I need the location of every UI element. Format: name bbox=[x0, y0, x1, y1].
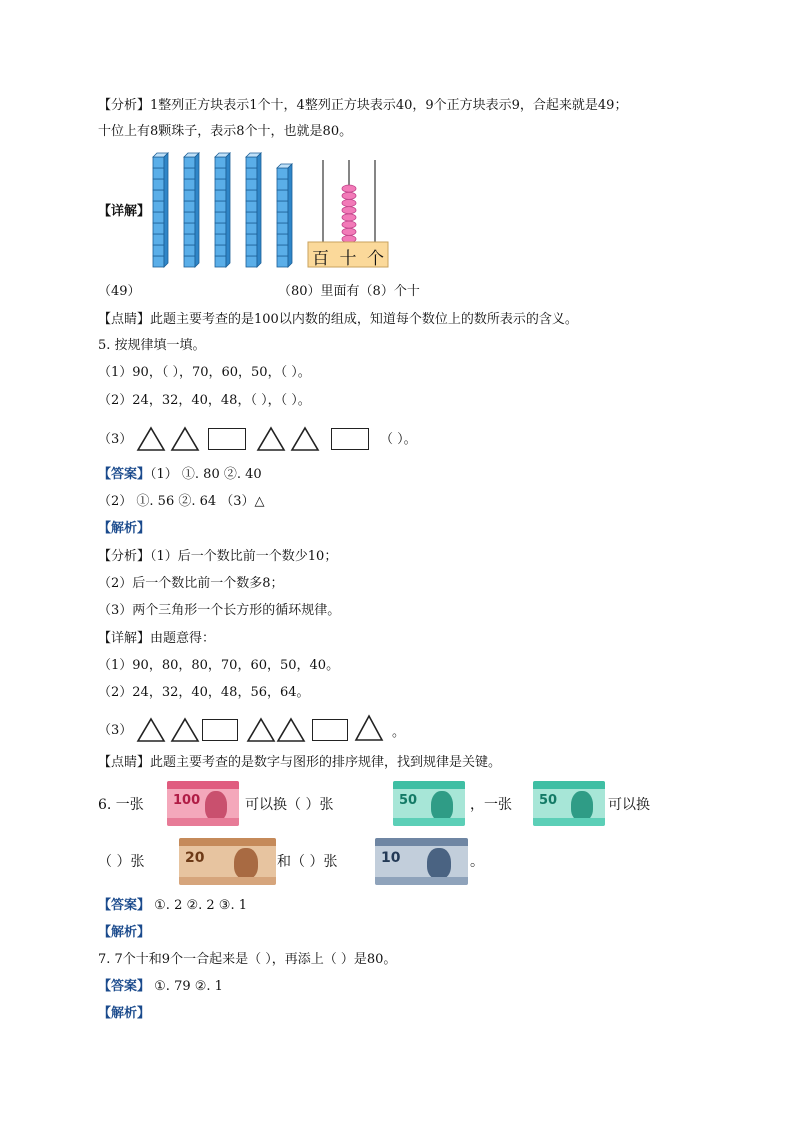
abacus-bead bbox=[342, 214, 356, 221]
q5-answer-line1: （1） ①. 80 ②. 40 bbox=[150, 467, 262, 482]
q7-answer-label: 【答案】 bbox=[98, 979, 151, 994]
banknote-20 bbox=[179, 838, 276, 885]
unit-cube bbox=[184, 234, 195, 245]
banknote-50 bbox=[393, 781, 465, 826]
unit-cube bbox=[246, 179, 257, 190]
cube-columns-figure bbox=[150, 152, 300, 270]
unit-cube bbox=[215, 223, 226, 234]
q6-answer: ①. 2 ②. 2 ③. 1 bbox=[150, 898, 247, 913]
q7-title: 7. 7个十和9个一合起来是（ ），再添上（ ）是80。 bbox=[98, 952, 397, 967]
unit-cube bbox=[277, 190, 288, 201]
abacus-bead bbox=[342, 199, 356, 206]
caption-right: （80）里面有（8）个十 bbox=[278, 284, 420, 299]
q6-text-a: 6. 一张 bbox=[98, 797, 144, 813]
unit-cube bbox=[153, 190, 164, 201]
unit-cube bbox=[153, 157, 164, 168]
unit-cube bbox=[153, 234, 164, 245]
unit-cube bbox=[246, 234, 257, 245]
triangle-shape bbox=[354, 714, 384, 742]
rectangle-shape bbox=[208, 428, 246, 450]
q7-jiexi-label: 【解析】 bbox=[98, 1006, 151, 1021]
unit-cube bbox=[153, 212, 164, 223]
unit-cube bbox=[215, 157, 226, 168]
unit-cube bbox=[215, 234, 226, 245]
unit-cube bbox=[153, 201, 164, 212]
unit-cube bbox=[184, 256, 195, 267]
unit-cube bbox=[246, 168, 257, 179]
banknote-50 bbox=[533, 781, 605, 826]
q7-answer: ①. 79 ②. 1 bbox=[150, 979, 223, 994]
triangle-shape bbox=[256, 426, 286, 452]
analysis-line-1: 【分析】1整列正方块表示1个十，4整列正方块表示40，9个正方块表示9，合起来就是49； bbox=[98, 98, 628, 113]
abacus-bead bbox=[342, 228, 356, 235]
unit-cube bbox=[246, 190, 257, 201]
abacus-bead bbox=[342, 192, 356, 199]
label-ones: 个 bbox=[367, 249, 384, 269]
banknote-20-value: 20 bbox=[185, 850, 205, 866]
unit-cube bbox=[246, 212, 257, 223]
q5-answer-label: 【答案】 bbox=[98, 467, 151, 482]
unit-cube bbox=[215, 179, 226, 190]
triangle-shape bbox=[136, 717, 166, 743]
unit-cube bbox=[184, 168, 195, 179]
unit-cube bbox=[184, 223, 195, 234]
q6-text-c: ，一张 bbox=[470, 797, 512, 813]
unit-cube bbox=[215, 212, 226, 223]
unit-cube bbox=[153, 168, 164, 179]
q6-text-g: 。 bbox=[470, 854, 484, 870]
unit-cube bbox=[184, 179, 195, 190]
unit-cube bbox=[153, 223, 164, 234]
banknote-10-value: 10 bbox=[381, 850, 401, 866]
cube-column-side bbox=[226, 153, 230, 267]
unit-cube bbox=[277, 212, 288, 223]
unit-cube bbox=[215, 190, 226, 201]
comment-1: 【点睛】此题主要考查的是100以内数的组成，知道每个数位上的数所表示的含义。 bbox=[98, 312, 578, 327]
unit-cube bbox=[153, 256, 164, 267]
caption-left: （49） bbox=[98, 284, 141, 299]
unit-cube bbox=[277, 223, 288, 234]
q5-part2: （2）24，32，40，48，（ ），（ ）。 bbox=[98, 393, 311, 408]
banknote-50-value: 50 bbox=[539, 793, 558, 808]
cube-column-side bbox=[164, 153, 168, 267]
unit-cube bbox=[246, 201, 257, 212]
unit-cube bbox=[277, 234, 288, 245]
triangle-shape bbox=[290, 426, 320, 452]
q5-title: 5. 按规律填一填。 bbox=[98, 338, 206, 353]
unit-cube bbox=[184, 245, 195, 256]
q6-jiexi-label: 【解析】 bbox=[98, 925, 151, 940]
triangle-shape bbox=[170, 717, 200, 743]
q6-text-f: 和（ ）张 bbox=[277, 854, 338, 870]
unit-cube bbox=[153, 245, 164, 256]
triangle-shape bbox=[136, 426, 166, 452]
abacus-bead bbox=[342, 185, 356, 192]
q5-answer-line2: （2） ①. 56 ②. 64 （3）△ bbox=[98, 494, 265, 509]
cube-column-side bbox=[195, 153, 199, 267]
q5-analysis-2: （2）后一个数比前一个数多8； bbox=[98, 576, 284, 591]
unit-cube bbox=[215, 245, 226, 256]
q5-detail-3-end: 。 bbox=[392, 725, 406, 740]
rectangle-shape bbox=[202, 719, 238, 741]
banknote-10 bbox=[375, 838, 468, 885]
unit-cube bbox=[184, 201, 195, 212]
q5-part3-label: （3） bbox=[98, 432, 133, 447]
q5-detail-3-label: （3） bbox=[98, 723, 133, 738]
rectangle-shape bbox=[312, 719, 348, 741]
rectangle-shape bbox=[331, 428, 369, 450]
abacus-bead bbox=[342, 221, 356, 228]
q5-analysis-1: 【分析】（1）后一个数比前一个数少10； bbox=[98, 549, 338, 564]
q5-jiexi-label: 【解析】 bbox=[98, 521, 151, 536]
unit-cube bbox=[277, 201, 288, 212]
q5-detail-1: （1）90，80，80，70，60，50，40。 bbox=[98, 658, 340, 673]
q5-detail-2: （2）24，32，40，48，56，64。 bbox=[98, 685, 310, 700]
q5-part3-blank: （ ）。 bbox=[380, 432, 417, 447]
q6-text-e: （ ）张 bbox=[98, 854, 145, 870]
detail-label: 【详解】 bbox=[98, 204, 151, 219]
unit-cube bbox=[184, 157, 195, 168]
unit-cube bbox=[277, 168, 288, 179]
banknote-100 bbox=[167, 781, 239, 826]
cube-column-side bbox=[288, 164, 292, 267]
q5-detail-0: 【详解】由题意得： bbox=[98, 631, 216, 646]
triangle-shape bbox=[246, 717, 276, 743]
unit-cube bbox=[184, 212, 195, 223]
triangle-shape bbox=[276, 717, 306, 743]
q5-part1: （1）90，（ ），70，60，50，（ ）。 bbox=[98, 365, 311, 380]
label-hundreds: 百 bbox=[312, 249, 329, 269]
unit-cube bbox=[215, 201, 226, 212]
abacus-bead bbox=[342, 207, 356, 214]
label-tens: 十 bbox=[339, 249, 357, 269]
unit-cube bbox=[215, 168, 226, 179]
unit-cube bbox=[184, 190, 195, 201]
unit-cube bbox=[246, 157, 257, 168]
q6-text-b: 可以换（ ）张 bbox=[245, 797, 334, 813]
unit-cube bbox=[277, 245, 288, 256]
unit-cube bbox=[277, 256, 288, 267]
q6-answer-label: 【答案】 bbox=[98, 898, 151, 913]
q5-analysis-3: （3）两个三角形一个长方形的循环规律。 bbox=[98, 603, 341, 618]
banknote-100-value: 100 bbox=[173, 793, 201, 808]
unit-cube bbox=[153, 179, 164, 190]
unit-cube bbox=[246, 223, 257, 234]
analysis-line-2: 十位上有8颗珠子，表示8个十，也就是80。 bbox=[98, 124, 353, 139]
unit-cube bbox=[215, 256, 226, 267]
unit-cube bbox=[246, 256, 257, 267]
q6-text-d: 可以换 bbox=[608, 797, 650, 813]
unit-cube bbox=[246, 245, 257, 256]
cube-column-side bbox=[257, 153, 261, 267]
q5-comment: 【点睛】此题主要考查的是数字与图形的排序规律，找到规律是关键。 bbox=[98, 755, 502, 770]
unit-cube bbox=[277, 179, 288, 190]
abacus-place-labels bbox=[312, 244, 384, 269]
banknote-50-value: 50 bbox=[399, 793, 418, 808]
triangle-shape bbox=[170, 426, 200, 452]
